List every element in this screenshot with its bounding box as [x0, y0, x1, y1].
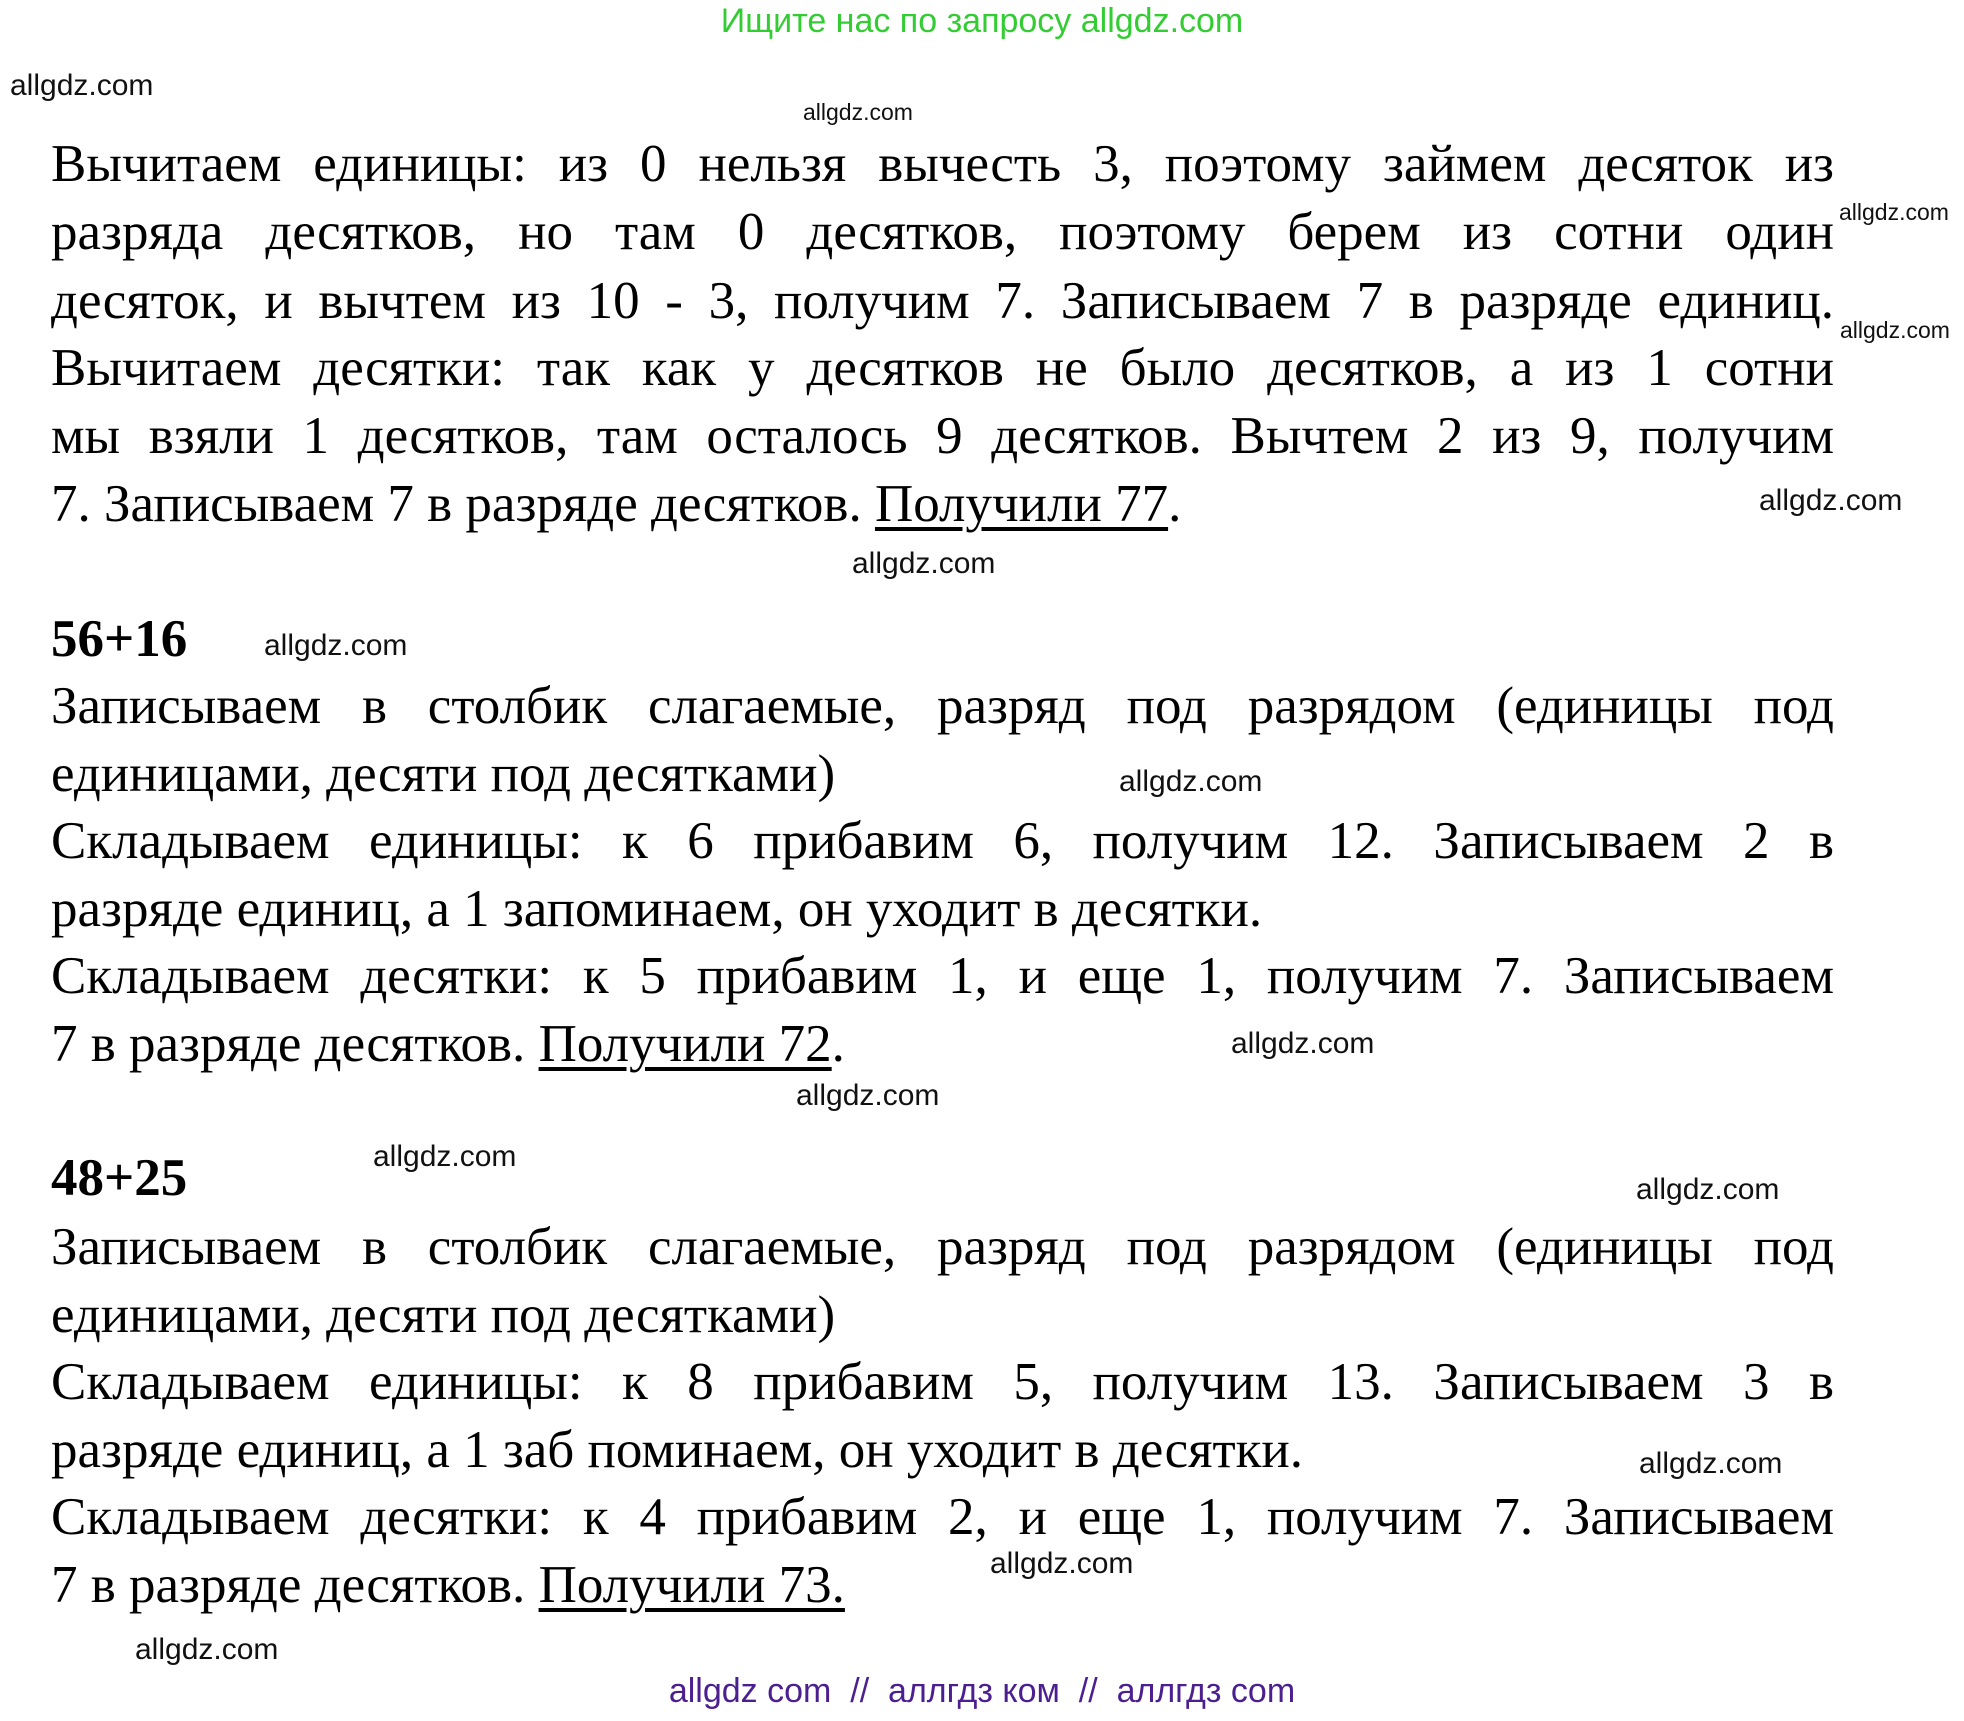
text-line: [51, 875, 1834, 943]
line-text: Складываем десятки: к 5 прибавим 1, и еще 1, получим 7. Записываем: [51, 947, 1834, 1005]
watermark-text: allgdz.com: [1231, 1027, 1375, 1060]
watermark-text: allgdz.com: [264, 629, 408, 662]
line-end: .: [1168, 475, 1182, 533]
text-line: [51, 1010, 1834, 1078]
answer-underlined: Получили 72: [538, 1015, 832, 1073]
line-text: десяток, и вычтем из 10 - 3, получим 7. Записываем 7 в разряде единиц.: [51, 272, 1834, 330]
watermark-text: allgdz.com: [1840, 317, 1950, 343]
text-line: [51, 942, 1834, 1010]
line-text: единицами, десяти под десятками): [51, 1286, 836, 1344]
watermark-text: allgdz.com: [10, 69, 154, 102]
text-line: [51, 470, 1834, 538]
line-text: разряде единиц, а 1 заб поминаем, он уходит в десятки.: [51, 1421, 1304, 1479]
watermark-text: allgdz.com: [373, 1140, 517, 1173]
problem-heading: [51, 1144, 1834, 1212]
text-line: [51, 130, 1834, 198]
line-text: 56+16: [51, 610, 188, 668]
line-text: Складываем десятки: к 4 прибавим 2, и еще 1, получим 7. Записываем: [51, 1488, 1834, 1546]
text-line: [51, 807, 1834, 875]
text-line: [51, 1281, 1834, 1349]
text-line: [51, 1348, 1834, 1416]
footer-banner: allgdz com // аллгдз ком // аллгдз com: [668, 1672, 1296, 1710]
text-line: [51, 334, 1834, 402]
text-line: [51, 198, 1834, 266]
text-line: [51, 1551, 1834, 1619]
line-text: мы взяли 1 десятков, там осталось 9 десятков. Вычтем 2 из 9, получим: [51, 407, 1834, 465]
line-text: Складываем единицы: к 8 прибавим 5, получим 13. Записываем 3 в: [51, 1353, 1834, 1411]
text-line: [51, 672, 1834, 740]
line-text: Записываем в столбик слагаемые, разряд под разрядом (единицы под: [51, 1218, 1834, 1276]
text-line: [51, 1483, 1834, 1551]
watermark-text: allgdz.com: [1839, 199, 1949, 225]
text-line: [51, 1416, 1834, 1484]
line-text: единицами, десяти под десятками): [51, 745, 836, 803]
line-text: Вычитаем десятки: так как у десятков не было десятков, а из 1 сотни: [51, 339, 1834, 397]
line-text: 7 в разряде десятков.: [51, 1556, 539, 1614]
line-text: 7 в разряде десятков.: [51, 1015, 539, 1073]
line-text: 7. Записываем 7 в разряде десятков.: [51, 475, 875, 533]
line-text: разряда десятков, но там 0 десятков, поэтому берем из сотни один: [51, 203, 1834, 261]
text-line: [51, 267, 1834, 335]
search-banner: Ищите нас по запросу allgdz.com: [720, 2, 1244, 40]
watermark-text: allgdz.com: [803, 99, 913, 125]
line-text: Складываем единицы: к 6 прибавим 6, получим 12. Записываем 2 в: [51, 812, 1834, 870]
text-line: [51, 402, 1834, 470]
watermark-text: allgdz.com: [1759, 484, 1903, 517]
watermark-text: allgdz.com: [1639, 1447, 1783, 1480]
answer-underlined: Получили 73.: [538, 1556, 845, 1614]
line-end: .: [831, 1015, 845, 1073]
watermark-text: allgdz.com: [990, 1547, 1134, 1580]
line-text: Записываем в столбик слагаемые, разряд под разрядом (единицы под: [51, 677, 1834, 735]
watermark-text: allgdz.com: [1119, 765, 1263, 798]
watermark-text: allgdz.com: [852, 547, 996, 580]
watermark-text: allgdz.com: [796, 1079, 940, 1112]
watermark-text: allgdz.com: [135, 1633, 279, 1666]
answer-underlined: Получили 77: [874, 475, 1169, 533]
text-line: [51, 1213, 1834, 1281]
text-line: [51, 740, 1834, 808]
line-text: разряде единиц, а 1 запоминаем, он уходит в десятки.: [51, 880, 1263, 938]
line-text: 48+25: [51, 1149, 188, 1207]
line-text: Вычитаем единицы: из 0 нельзя вычесть 3, поэтому займем десяток из: [51, 135, 1834, 193]
watermark-text: allgdz.com: [1636, 1173, 1780, 1206]
